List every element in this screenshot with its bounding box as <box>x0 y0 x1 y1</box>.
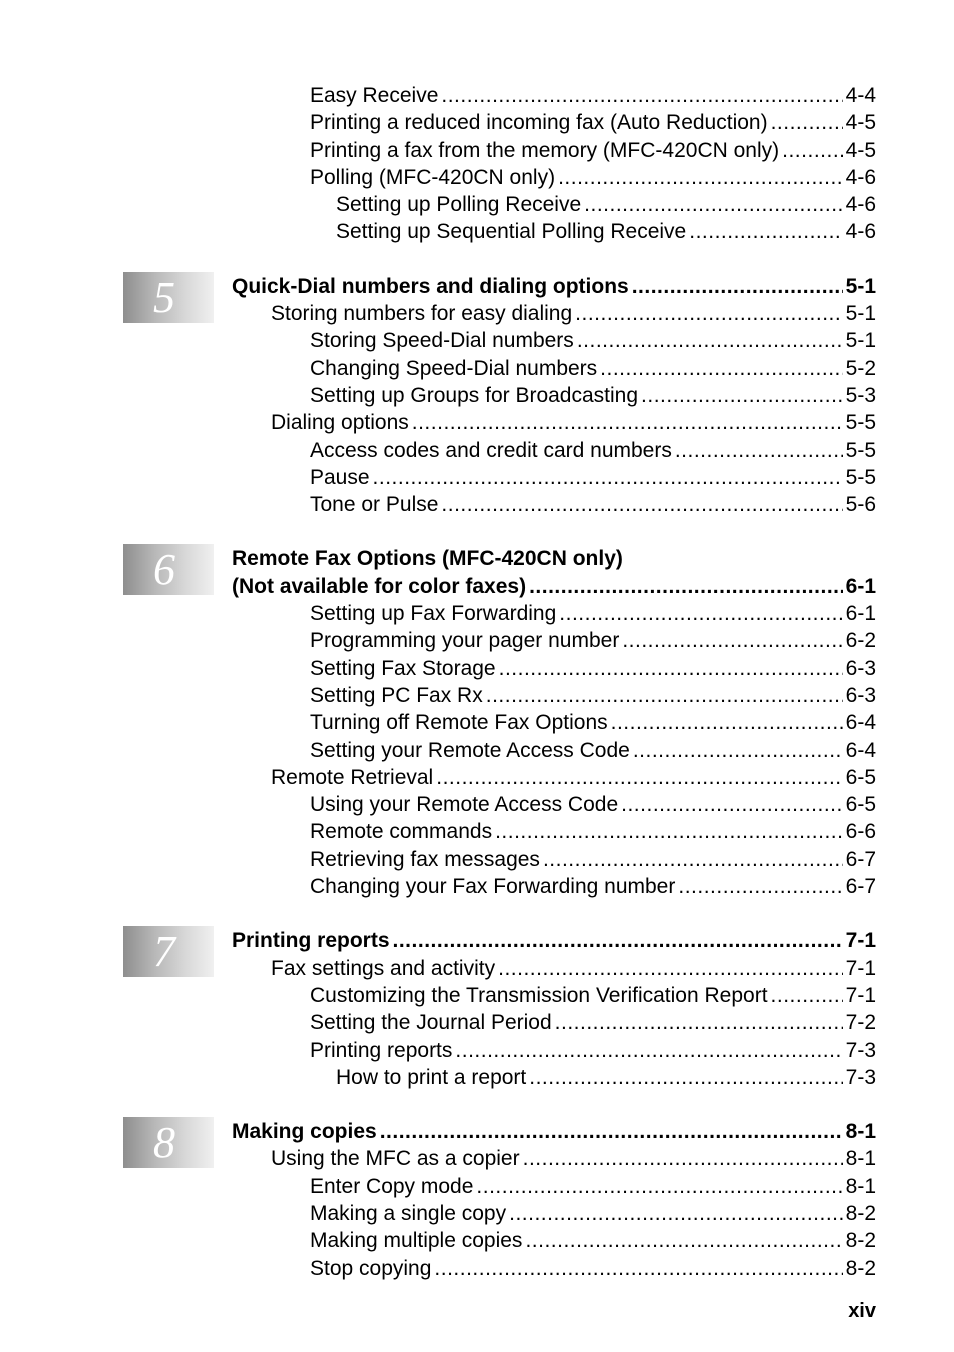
toc-entry-title: Polling (MFC-420CN only) <box>310 165 556 189</box>
dot-leader <box>476 1173 842 1200</box>
toc-entry[interactable] <box>271 764 876 791</box>
toc-entry-page: 5-5 <box>845 411 876 435</box>
toc-entry-title: Customizing the Transmission Verification Report <box>310 983 768 1007</box>
toc-entry[interactable] <box>310 873 876 900</box>
dot-leader <box>600 355 842 382</box>
toc-entry[interactable] <box>310 137 876 164</box>
toc-entry[interactable] <box>336 218 876 245</box>
toc-entry[interactable] <box>310 655 876 682</box>
toc-entry-page: 6-3 <box>845 683 876 707</box>
toc-entry[interactable] <box>271 955 876 982</box>
toc-entry[interactable] <box>310 1200 876 1227</box>
toc-entry-page: 6-7 <box>845 847 876 871</box>
toc-entry-page: 8-2 <box>845 1256 876 1280</box>
toc-entry[interactable] <box>310 1227 876 1254</box>
toc-entry-page: 6-5 <box>845 793 876 817</box>
chapter-tab <box>123 926 214 977</box>
toc-entry-page: 4-4 <box>845 84 876 107</box>
toc-entry[interactable] <box>310 709 876 736</box>
toc-entry[interactable] <box>310 382 876 409</box>
page-number: xiv <box>848 1300 876 1322</box>
chapter-number: 7 <box>153 927 175 977</box>
toc-entry-title: Using the MFC as a copier <box>271 1147 520 1171</box>
dot-leader <box>523 1145 843 1172</box>
toc-entry-page: 6-4 <box>845 711 876 735</box>
dot-leader <box>412 409 843 436</box>
toc-entry-title: Turning off Remote Fax Options <box>310 711 608 735</box>
dot-leader <box>441 82 842 109</box>
toc-entry-page: 5-1 <box>845 329 876 353</box>
chapter-section <box>0 927 954 1091</box>
toc-entry-page: 6-7 <box>845 875 876 899</box>
dot-leader <box>771 109 843 136</box>
toc-entry-page: 6-5 <box>845 765 876 789</box>
dot-leader <box>525 1227 842 1254</box>
toc-entry-page: 6-1 <box>845 574 876 598</box>
toc-entry-title: Setting up Sequential Polling Receive <box>336 220 687 244</box>
chapter-number: 8 <box>153 1118 175 1168</box>
toc-entry[interactable] <box>336 191 876 218</box>
toc-entry-title: Stop copying <box>310 1256 432 1280</box>
dot-leader <box>771 982 843 1009</box>
chapter-section <box>0 545 954 900</box>
chapter-heading-line[interactable] <box>232 545 876 572</box>
toc-entry-title: Changing your Fax Forwarding number <box>310 875 676 899</box>
toc-entry-page: 4-6 <box>845 193 876 217</box>
toc-entry-page: 5-6 <box>845 493 876 517</box>
dot-leader <box>486 682 843 709</box>
toc-entry[interactable] <box>310 982 876 1009</box>
dot-leader <box>558 164 843 191</box>
toc-entry-page: 7-3 <box>845 1038 876 1062</box>
toc-entry-page: 4-6 <box>845 220 876 244</box>
toc-entry[interactable] <box>310 818 876 845</box>
toc-entry[interactable] <box>310 1037 876 1064</box>
toc-entry[interactable] <box>232 927 876 954</box>
toc-entry[interactable] <box>310 682 876 709</box>
toc-entry[interactable] <box>336 1064 876 1091</box>
table-of-contents <box>0 82 954 1282</box>
toc-entry-title: Retrieving fax messages <box>310 847 540 871</box>
dot-leader <box>373 464 843 491</box>
toc-entry[interactable] <box>310 846 876 873</box>
chapter-section <box>0 273 954 519</box>
chapter-tab <box>123 544 214 595</box>
toc-entry[interactable] <box>310 600 876 627</box>
toc-entry-title: Printing reports <box>232 929 390 953</box>
dot-leader <box>577 327 843 354</box>
toc-entry[interactable] <box>310 1255 876 1282</box>
toc-entry[interactable] <box>310 791 876 818</box>
toc-entry-title: Setting up Groups for Broadcasting <box>310 383 639 407</box>
toc-entry-title: Storing numbers for easy dialing <box>271 302 573 326</box>
toc-entry-page: 8-1 <box>845 1174 876 1198</box>
toc-entry-page: 8-2 <box>845 1229 876 1253</box>
toc-entry[interactable] <box>310 164 876 191</box>
dot-leader <box>529 1064 842 1091</box>
dot-leader <box>632 273 843 300</box>
toc-entry-title: Quick-Dial numbers and dialing options <box>232 274 629 298</box>
toc-entry-title: Printing a fax from the memory (MFC-420CN only) <box>310 138 780 162</box>
toc-entry[interactable] <box>310 464 876 491</box>
toc-entry-title: Setting Fax Storage <box>310 656 496 680</box>
toc-entry[interactable] <box>310 1173 876 1200</box>
toc-entry-title: Setting the Journal Period <box>310 1011 552 1035</box>
toc-entry-page: 5-1 <box>845 274 876 298</box>
toc-entry[interactable] <box>310 109 876 136</box>
dot-leader <box>611 709 843 736</box>
toc-entry-title: Programming your pager number <box>310 629 620 653</box>
dot-leader <box>633 737 843 764</box>
toc-entry[interactable] <box>310 355 876 382</box>
toc-entry-title: Setting your Remote Access Code <box>310 738 630 762</box>
dot-leader <box>495 818 843 845</box>
toc-entry[interactable] <box>310 627 876 654</box>
dot-leader <box>498 955 843 982</box>
dot-leader <box>575 300 842 327</box>
toc-entry-page: 7-1 <box>845 956 876 980</box>
toc-entry-title: Pause <box>310 465 370 489</box>
toc-entry-title: Remote Retrieval <box>271 765 434 789</box>
toc-entry-page: 5-5 <box>845 465 876 489</box>
chapter-tab <box>123 1117 214 1168</box>
toc-entry-title: Setting PC Fax Rx <box>310 683 483 707</box>
chapter-section <box>0 1118 954 1282</box>
toc-entry-page: 6-6 <box>845 820 876 844</box>
dot-leader <box>555 1009 843 1036</box>
toc-entry-page: 8-1 <box>845 1147 876 1171</box>
toc-entry[interactable] <box>310 437 876 464</box>
toc-entry-page: 7-3 <box>845 1065 876 1089</box>
chapter-tab <box>123 272 214 323</box>
toc-entry-title: Printing a reduced incoming fax (Auto Reduction) <box>310 111 768 135</box>
dot-leader <box>499 655 843 682</box>
dot-leader <box>641 382 843 409</box>
toc-entry-page: 6-1 <box>845 602 876 626</box>
toc-entry-title: Printing reports <box>310 1038 453 1062</box>
toc-entry-title: Enter Copy mode <box>310 1174 474 1198</box>
toc-entry-page: 7-2 <box>845 1011 876 1035</box>
toc-entry[interactable] <box>271 300 876 327</box>
toc-entry-page: 5-5 <box>845 438 876 462</box>
toc-entry-title: Using your Remote Access Code <box>310 793 619 817</box>
toc-entry-title: Easy Receive <box>310 84 439 107</box>
dot-leader <box>782 137 843 164</box>
toc-entry-title: Fax settings and activity <box>271 956 496 980</box>
chapter-number: 6 <box>153 545 175 595</box>
toc-entry[interactable] <box>310 82 876 109</box>
dot-leader <box>622 627 842 654</box>
toc-entry-title: Changing Speed-Dial numbers <box>310 356 598 380</box>
toc-entry-title: Remote Fax Options (MFC-420CN only) <box>232 547 623 571</box>
toc-entry-page: 8-1 <box>845 1120 876 1144</box>
toc-entry-page: 4-5 <box>845 111 876 135</box>
toc-entry[interactable] <box>310 491 876 518</box>
toc-entry-title: Remote commands <box>310 820 493 844</box>
dot-leader <box>441 491 842 518</box>
dot-leader <box>559 600 842 627</box>
chapter-number: 5 <box>153 272 175 322</box>
toc-entry-title: Making multiple copies <box>310 1229 523 1253</box>
dot-leader <box>434 1255 842 1282</box>
dot-leader <box>436 764 842 791</box>
dot-leader <box>678 873 842 900</box>
toc-entry-page: 4-6 <box>845 165 876 189</box>
dot-leader <box>543 846 843 873</box>
toc-entry-title: Making a single copy <box>310 1201 507 1225</box>
toc-entry-title: Setting up Polling Receive <box>336 193 582 217</box>
toc-entry[interactable] <box>232 273 876 300</box>
dot-leader <box>689 218 842 245</box>
toc-entry-page: 7-1 <box>845 929 876 953</box>
toc-entry-title: Access codes and credit card numbers <box>310 438 672 462</box>
toc-entry-title: Tone or Pulse <box>310 493 439 517</box>
toc-entry[interactable] <box>310 737 876 764</box>
toc-entry-page: 6-4 <box>845 738 876 762</box>
toc-entry-page: 8-2 <box>845 1201 876 1225</box>
toc-entry-title: (Not available for color faxes) <box>232 574 527 598</box>
toc-entry-page: 5-1 <box>845 302 876 326</box>
dot-leader <box>584 191 842 218</box>
toc-entry-title: How to print a report <box>336 1065 527 1089</box>
toc-entry-title: Storing Speed-Dial numbers <box>310 329 574 353</box>
toc-entry-page: 7-1 <box>845 983 876 1007</box>
toc-entry[interactable] <box>310 1009 876 1036</box>
dot-leader <box>621 791 843 818</box>
toc-entry-page: 6-2 <box>845 629 876 653</box>
toc-entry-page: 5-3 <box>845 383 876 407</box>
dot-leader <box>393 927 843 954</box>
dot-leader <box>455 1037 842 1064</box>
toc-entry[interactable] <box>271 1145 876 1172</box>
toc-entry-title: Dialing options <box>271 411 409 435</box>
dot-leader <box>380 1118 843 1145</box>
toc-entry[interactable] <box>271 409 876 436</box>
toc-entry[interactable] <box>232 573 876 600</box>
toc-entry-page: 6-3 <box>845 656 876 680</box>
toc-entry-page: 5-2 <box>845 356 876 380</box>
dot-leader <box>675 437 843 464</box>
toc-entry-page: 4-5 <box>845 138 876 162</box>
toc-entry[interactable] <box>310 327 876 354</box>
toc-entry-title: Making copies <box>232 1120 377 1144</box>
dot-leader <box>529 573 843 600</box>
toc-entry[interactable] <box>232 1118 876 1145</box>
dot-leader <box>509 1200 843 1227</box>
toc-entry-title: Setting up Fax Forwarding <box>310 602 557 626</box>
